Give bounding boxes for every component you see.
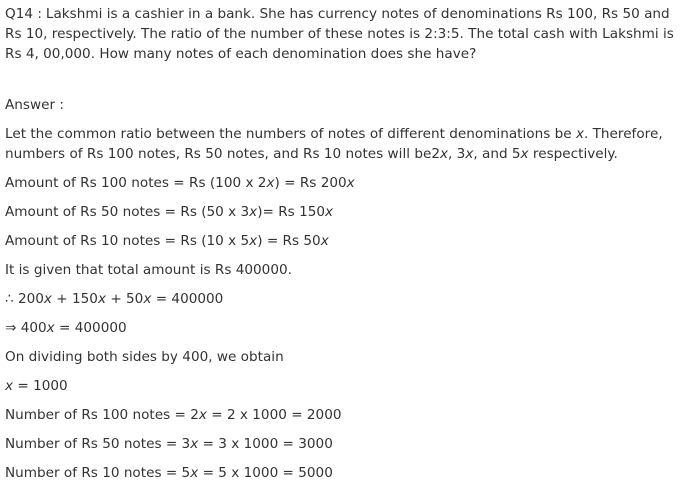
text-run: Amount of Rs 50 notes = Rs (50 x 3 [5,204,250,220]
answer-intro [5,124,675,164]
question-text [5,4,675,64]
math-variable: x [266,175,275,191]
text-run: Let the common ratio between the numbers of notes of different denominations be [5,126,576,142]
math-variable: x [143,291,152,307]
math-variable: x [465,146,474,162]
text-run: respectively. [528,146,618,162]
math-variable: x [439,146,449,162]
text-run: = 2 x 1000 = 2000 [206,407,342,423]
text-run: = 5 x 1000 = 5000 [198,465,333,481]
solution-step [5,434,675,454]
text-run: + 150 [51,291,98,307]
text-run: , 3 [448,146,466,162]
text-run: = 1000 [13,378,68,394]
text-run: = 400000 [54,320,127,336]
text-run: Number of Rs 100 notes = 2 [5,407,199,423]
math-variable: x [249,204,258,220]
solution-step [5,463,675,483]
text-run: = 400000 [151,291,224,307]
math-variable: x [198,407,207,423]
math-variable: x [249,233,258,249]
math-variable: x [575,126,584,142]
solution-step [5,376,675,396]
text-run: , and 5 [473,146,521,162]
math-variable: x [190,465,199,481]
text-run: = 3 x 1000 = 3000 [198,436,333,452]
text-run: Amount of Rs 10 notes = Rs (10 x 5 [5,233,250,249]
math-variable: x [325,204,334,220]
text-run: + 50 [106,291,144,307]
answer-label: Answer : [5,97,64,113]
math-variable: x [46,320,55,336]
text-run: ) = Rs 200 [274,175,347,191]
solution-step [5,318,675,338]
question-label: Q14 : [5,6,42,22]
solution-steps [5,173,675,483]
math-variable: x [320,233,329,249]
math-variable: x [43,291,52,307]
math-variable: x [346,175,355,191]
text-run: It is given that total amount is Rs 400000. [5,262,292,278]
math-variable: x [97,291,106,307]
math-variable: x [5,378,14,394]
question-body: Lakshmi is a cashier in a bank. She has currency notes of denominations Rs 100, Rs 50 and Rs 10, respectively. The ratio of the number of these notes is 2:3:5. The total cash with Lakshmi is Rs 4, 00,000. How many notes of each denomination does she have? [5,6,674,62]
text-run: Amount of Rs 100 notes = Rs (100 x 2 [5,175,267,191]
math-variable: x [190,436,199,452]
text-run: ) = Rs 50 [257,233,321,249]
text-run: ∴ 200 [5,291,44,307]
solution-step [5,289,675,309]
text-run: Number of Rs 10 notes = 5 [5,465,191,481]
math-variable: x [520,146,529,162]
solution-step [5,202,675,222]
solution-step [5,260,675,280]
solution-step [5,173,675,193]
text-run: )= Rs 150 [257,204,326,220]
solution-step [5,405,675,425]
solution-step [5,231,675,251]
text-run: Number of Rs 50 notes = 3 [5,436,191,452]
text-run: . Therefore, numbers of Rs 100 notes, Rs 50 notes, and Rs 10 notes will be2 [5,126,663,162]
text-run: ⇒ 400 [5,320,47,336]
text-run: On dividing both sides by 400, we obtain [5,349,284,365]
solution-step [5,347,675,367]
